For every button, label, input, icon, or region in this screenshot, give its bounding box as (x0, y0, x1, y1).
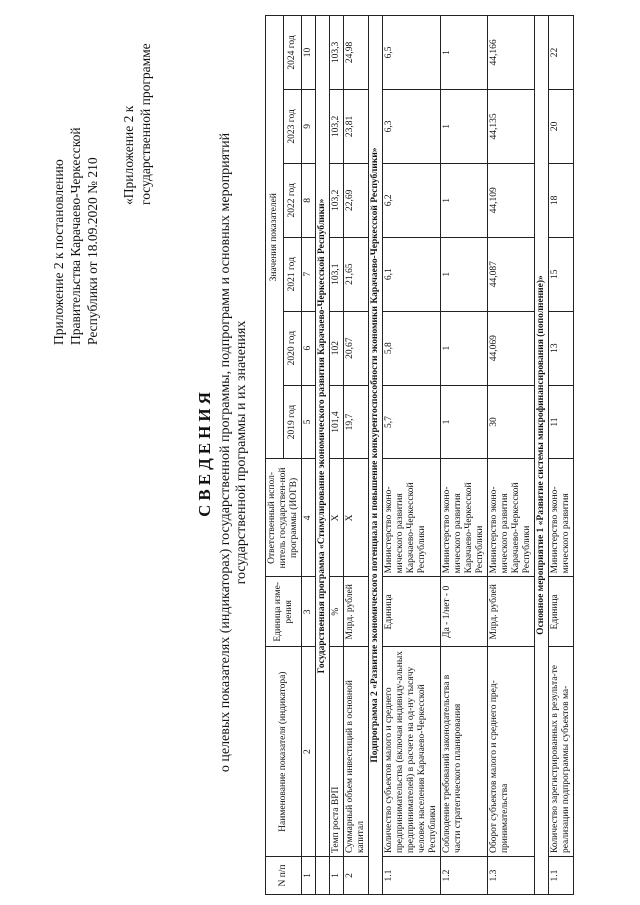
year-header: 2019 год (284, 385, 302, 459)
header-line: «Приложение 2 к (121, 105, 136, 205)
column-number: 6 (302, 311, 316, 385)
subtitle-line: о целевых показателях (индикаторах) государственной программы, подпрограмм и основных мероприятий (218, 132, 233, 773)
column-number: 8 (302, 163, 316, 237)
table-header-row (266, 16, 284, 895)
section-row (369, 16, 383, 895)
subtitle-line: государственной программы и их значениях (234, 320, 249, 585)
column-header: Наименование показателя (индикатора) (266, 647, 302, 857)
column-number: 4 (302, 459, 316, 577)
column-number: 3 (302, 577, 316, 647)
column-number: 10 (302, 16, 316, 90)
document-title: СВЕДЕНИЯ (195, 388, 214, 517)
column-header: Единица изме-рения (266, 577, 302, 647)
column-header: Ответственный испол-нитель государствен-ной программы (ИОГВ) (266, 459, 302, 577)
year-header: 2020 год (284, 311, 302, 385)
year-header: 2024 год (284, 16, 302, 90)
appendix-header (120, 25, 154, 205)
column-number: 7 (302, 237, 316, 311)
column-number: 5 (302, 385, 316, 459)
table-row: 1.1 Количество субъектов малого и среднего предпринимательства (включая индивиду-альных предпринимателей) в расчете на од-ну тысячу человек населения Карачаево-Черкесской Республики Единица Министерство эконо-мического развития Карачаево-Черкесской Республики 5,7 5,8 6,1 6,2 6,3 6,5 (383, 16, 441, 895)
document-subtitle (218, 0, 250, 905)
table-row: 1.2 Соблюдение требований законодательства в части стратегического планирования Да - 1/нет - 0 Министерство эконо-мического развития Карачаево-Черкесской Республики 1 1 1 1 1 1 (441, 16, 488, 895)
table-row: 1.3 Оборот субъектов малого и среднего пред-принимательства Млрд. рублей Министерство эконо-мического развития Карачаево-Черкесской Республики 30 44,069 44,087 44,109 44,135 44,166 (488, 16, 535, 895)
table-row: 1.1 Количество зарегистрированных в результа-те реализации подпрограммы субъектов ма- Единица Министерство эконо-мического развития 11 13 15 18 20 22 (549, 16, 574, 895)
header-line: Республики от 18.09.2020 № 210 (85, 157, 100, 345)
table-row: 1 Темп роста ВРП % X 101,4 102 103,1 103,2 103,2 103,3 (330, 16, 344, 895)
section-title: Подпрограмма 2 «Развитие экономического потенциала и повышение конкурентоспособности экономики Карачаево-Черкесской Республики» (369, 16, 383, 895)
section-title: Государственная программа «Стимулирование экономического развития Карачаево-Черкесской Республики» (316, 16, 330, 857)
section-row (316, 16, 330, 895)
year-header: 2022 год (284, 163, 302, 237)
table-row: 2 Суммарный объем инвестиций в основной капитал Млрд. рублей X 19,7 20,67 21,65 22,69 23,81 24,98 (344, 16, 369, 895)
header-line: государственной программе (138, 43, 153, 205)
column-header: Значения показателей (266, 16, 284, 459)
approval-header (50, 45, 101, 345)
column-number: 1 (302, 857, 316, 895)
section-title: Основное мероприятие 1 «Развитие системы микрофинансирования (пополнение)» (535, 16, 549, 895)
header-line: Приложение 2 к постановлению (51, 159, 66, 345)
header-line: Правительства Карачаево-Черкесской (68, 127, 83, 345)
column-number: 2 (302, 647, 316, 857)
column-header: N п/п (266, 857, 302, 895)
column-number-row (302, 16, 316, 895)
column-number: 9 (302, 89, 316, 163)
section-row (535, 16, 549, 895)
year-header: 2023 год (284, 89, 302, 163)
year-header: 2021 год (284, 237, 302, 311)
indicators-table (265, 15, 574, 895)
